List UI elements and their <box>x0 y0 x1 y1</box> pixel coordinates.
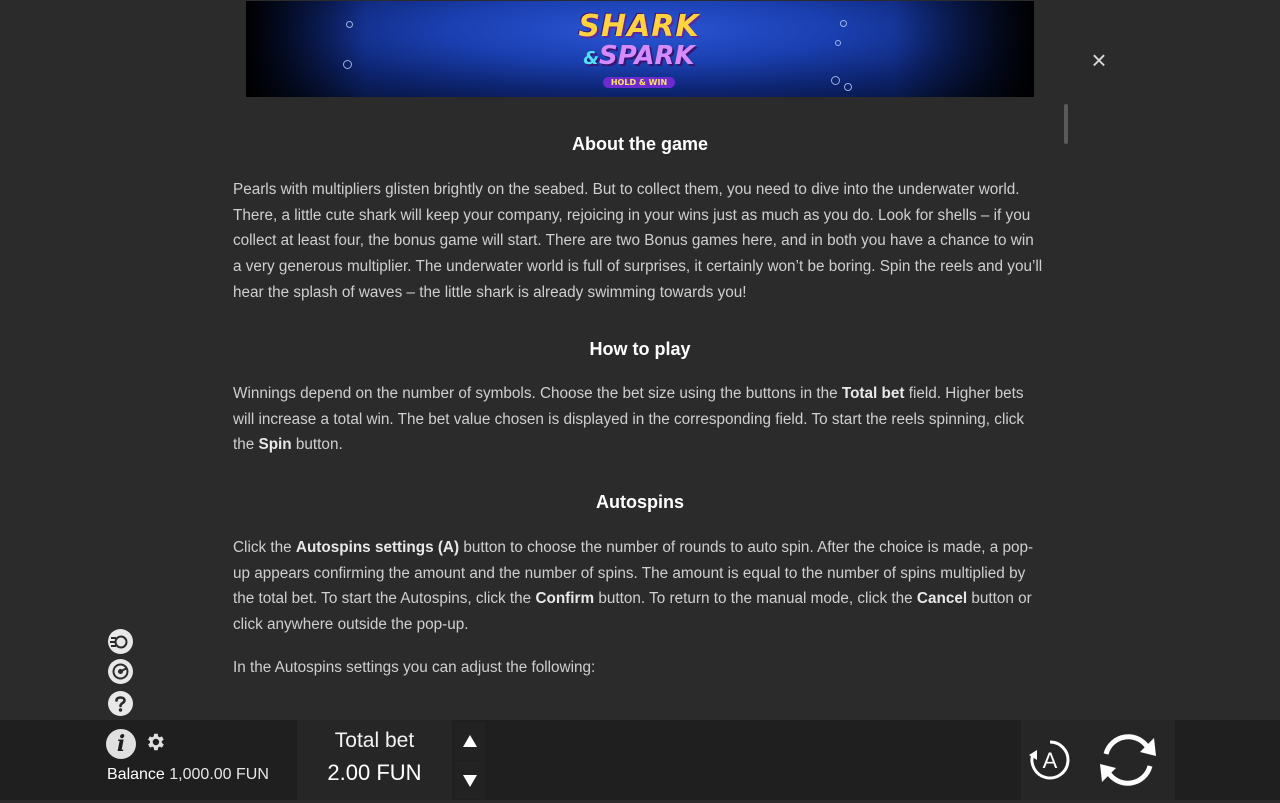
logo-title-line2 <box>564 43 714 72</box>
logo-tagline: HOLD & WIN <box>603 77 675 88</box>
bold-term-spin: Spin <box>258 436 292 454</box>
triangle-down-icon <box>462 774 478 788</box>
gear-icon <box>144 731 166 753</box>
autospin-icon <box>1028 738 1072 782</box>
section-text-about: Pearls with multipliers glisten brightly on the seabed. But to collect them, you need to dive into the underwater world. There, a little cute shark will keep your company, rejoicing in your wins just as much as you do. Look for shells – if you collect at least four, the bonus game will start. There are two Bonus games here, and in both you have a chance to win a very generous multiplier. The underwater world is full of surprises, it certainly won’t be boring. Spin the reels and you’ll hear the splash of waves – the little shark is already swimming towards you! <box>233 181 1043 301</box>
content-scrollbar[interactable] <box>1064 104 1068 144</box>
bet-decrease-button[interactable] <box>455 761 485 799</box>
spin-icon <box>1094 726 1162 794</box>
spin-button[interactable] <box>1094 726 1162 794</box>
bold-term-autospins-settings: Autospins settings (A) <box>295 539 460 556</box>
logo-ampersand: & <box>583 48 599 69</box>
bubble-decoration <box>343 60 352 69</box>
info-icon: i <box>116 731 126 757</box>
text-run: button to choose the number of rounds to auto spin. After the choice is made, a pop-up appears confirming the amount and the number of spins. The amount is equal to the number of spins multiplied by the total bet. To start the Autospins, click the <box>233 539 1034 608</box>
logo-title-line1: SHARK <box>578 9 700 44</box>
bubble-decoration <box>835 40 841 46</box>
close-button[interactable] <box>1087 45 1111 75</box>
section-title-about: About the game <box>571 134 708 154</box>
bold-term-total-bet: Total bet <box>841 385 905 402</box>
logo-title-spark: SPARK <box>599 41 695 71</box>
text-run: field. Higher bets will increase a total win. The bet value chosen is displayed in the corresponding field. To start the reels spinning, click the <box>233 385 1025 454</box>
autospins-settings-button[interactable] <box>1028 738 1072 782</box>
balance-value: 1,000.00 FUN <box>169 766 269 783</box>
text-run: button. <box>291 436 343 454</box>
section-title-how-to-play: How to play <box>589 339 691 359</box>
autoplay-speed-icon[interactable] <box>108 659 133 684</box>
close-icon: × <box>1091 45 1107 75</box>
bubble-decoration <box>840 20 847 27</box>
text-run: button or click anywhere outside the pop-up. <box>233 590 1032 634</box>
total-bet-value: 2.00 FUN <box>327 760 422 785</box>
section-text-how-to-play <box>233 381 1043 458</box>
bet-increase-button[interactable] <box>455 722 485 760</box>
help-icon[interactable] <box>108 691 133 716</box>
turbo-icon[interactable] <box>108 629 133 654</box>
section-text-autospins <box>233 535 1043 638</box>
banner-vignette-left <box>246 1 366 97</box>
autospin-letter: A <box>1042 748 1058 773</box>
settings-button[interactable] <box>143 731 167 755</box>
text-run: button. To return to the manual mode, click the <box>594 590 917 608</box>
text-run: Click the <box>233 539 296 556</box>
balance-label: Balance <box>107 766 165 783</box>
bubble-decoration <box>346 21 353 28</box>
section-title-autospins: Autospins <box>596 492 684 512</box>
autospins-adjust-text: In the Autospins settings you can adjust the following: <box>233 659 596 676</box>
text-run: Winnings depend on the number of symbols. Choose the bet size using the buttons in the <box>233 385 842 402</box>
bold-term-confirm: Confirm <box>535 590 595 608</box>
game-logo <box>564 5 714 93</box>
bubble-decoration <box>831 76 840 85</box>
bubble-decoration <box>844 83 852 91</box>
total-bet-label: Total bet <box>334 729 415 752</box>
banner-vignette-right <box>894 1 1034 97</box>
bold-term-cancel: Cancel <box>916 590 968 608</box>
balance-display <box>107 766 269 784</box>
info-button[interactable] <box>106 729 136 759</box>
triangle-up-icon <box>462 734 478 748</box>
game-banner <box>246 1 1034 97</box>
